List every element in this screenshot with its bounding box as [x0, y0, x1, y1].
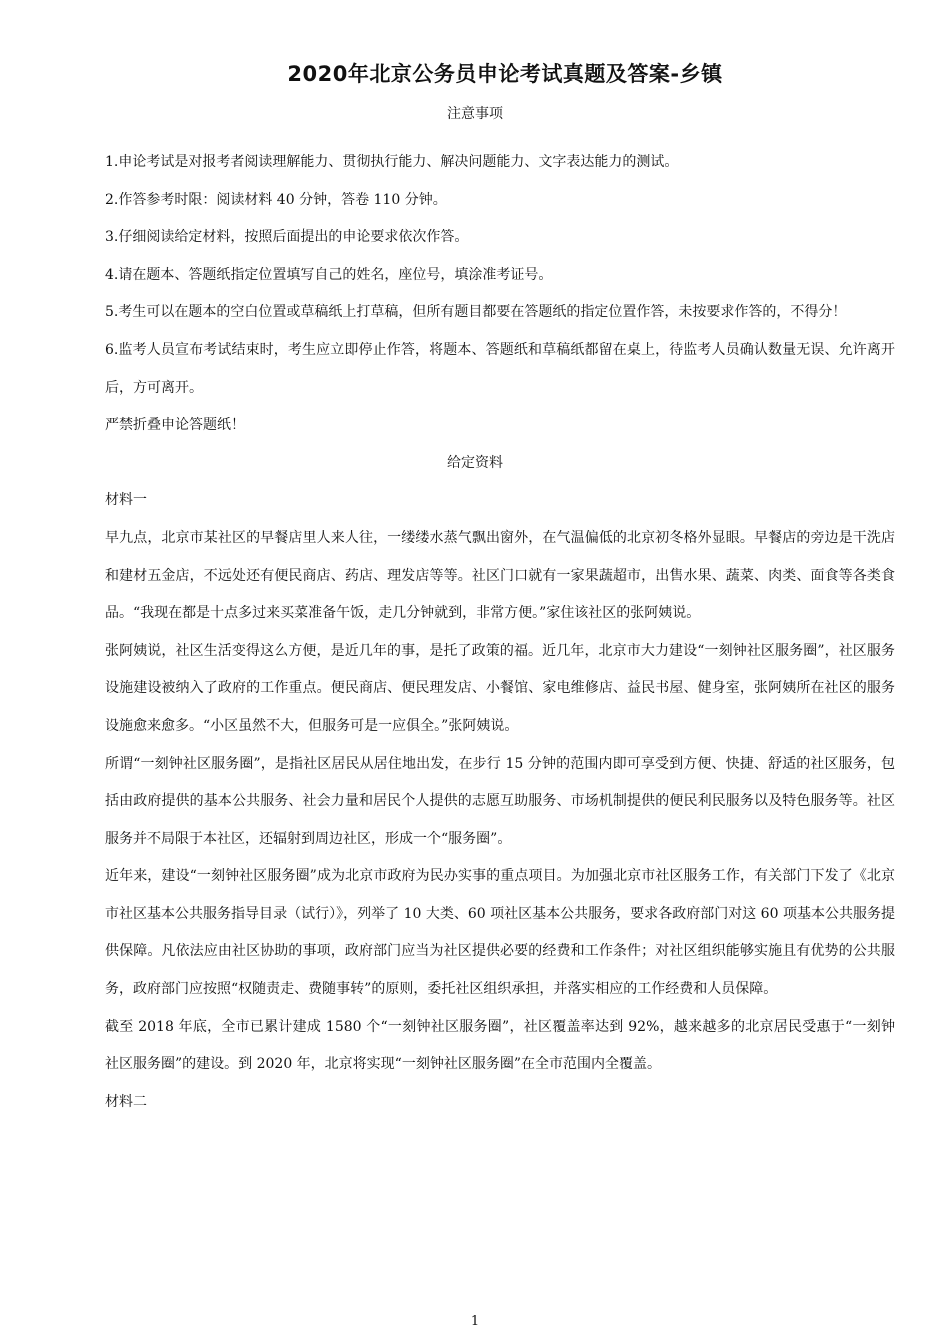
notice-item: 4.请在题本、答题纸指定位置填写自己的姓名，座位号，填涂准考证号。	[105, 266, 553, 283]
notice-item: 2.作答参考时限：阅读材料 40 分钟，答卷 110 分钟。	[105, 191, 447, 208]
notice-item: 3.仔细阅读给定材料，按照后面提出的申论要求依次作答。	[105, 229, 469, 246]
notice-item: 6.监考人员宣布考试结束时，考生应立即停止作答，将题本、答题纸和草稿纸都留在桌上，待监考人员确认数量无误、允许离开后，方可离开。	[105, 341, 895, 396]
notice-item: 5.考生可以在题本的空白位置或草稿纸上打草稿，但所有题目都要在答题纸的指定位置作答，未按要求作答的，不得分！	[105, 304, 847, 321]
notice-heading: 注意事项	[447, 106, 503, 122]
materials-heading: 给定资料	[447, 454, 503, 471]
notice-item: 1.申论考试是对报考者阅读理解能力、贯彻执行能力、解决问题能力、文字表达能力的测试。	[105, 154, 679, 170]
material-label: 材料二	[105, 1093, 147, 1110]
document-title: 2020年北京公务员申论考试真题及答案-乡镇	[287, 62, 723, 86]
material-paragraph: 张阿姨说，社区生活变得这么方便，是近几年的事，是托了政策的福。近几年，北京市大力建设“一刻钟社区服务圈”，社区服务设施建设被纳入了政府的工作重点。便民商店、便民理发店、小餐馆、家电维修店、益民书屋、健身室，张阿姨所在社区的服务设施愈来愈多。“小区虽然不大，但服务可是一应俱全。”张阿姨说。	[105, 642, 895, 734]
warning-text: 严禁折叠申论答题纸！	[105, 417, 245, 434]
document-body	[105, 144, 895, 1121]
material-paragraph: 所谓“一刻钟社区服务圈”，是指社区居民从居住地出发，在步行 15 分钟的范围内即可享受到方便、快捷、舒适的社区服务，包括由政府提供的基本公共服务、社会力量和居民个人提供的志愿互助服务、市场机制提供的便民利民服务以及特色服务等。社区服务并不局限于本社区，还辐射到周边社区，形成一个“服务圈”。	[105, 755, 895, 847]
material-paragraph: 截至 2018 年底，全市已累计建成 1580 个“一刻钟社区服务圈”，社区覆盖率达到 92%，越来越多的北京居民受惠于“一刻钟社区服务圈”的建设。到 2020 年，北京将实现“一刻钟社区服务圈”在全市范围内全覆盖。	[105, 1018, 895, 1073]
material-paragraph: 近年来，建设“一刻钟社区服务圈”成为北京市政府为民办实事的重点项目。为加强北京市社区服务工作，有关部门下发了《北京市社区基本公共服务指导目录（试行）》，列举了 10 大类、60 项社区基本公共服务，要求各政府部门对这 60 项基本公共服务提供保障。凡依法应由社区协助的事项，政府部门应当为社区提供必要的经费和工作条件；对社区组织能够实施且有优势的公共服务，政府部门应按照“权随责走、费随事转”的原则，委托社区组织承担，并落实相应的工作经费和人员保障。	[105, 868, 895, 998]
page-number: 1	[470, 1314, 480, 1329]
material-paragraph: 早九点，北京市某社区的早餐店里人来人往，一缕缕水蒸气飘出窗外，在气温偏低的北京初冬格外显眼。早餐店的旁边是干洗店和建材五金店，不远处还有便民商店、药店、理发店等等。社区门口就有一家果蔬超市，出售水果、蔬菜、肉类、面食等各类食品。“我现在都是十点多过来买菜准备午饭，走几分钟就到，非常方便。”家住该社区的张阿姨说。	[105, 529, 895, 622]
material-label: 材料一	[105, 492, 147, 509]
